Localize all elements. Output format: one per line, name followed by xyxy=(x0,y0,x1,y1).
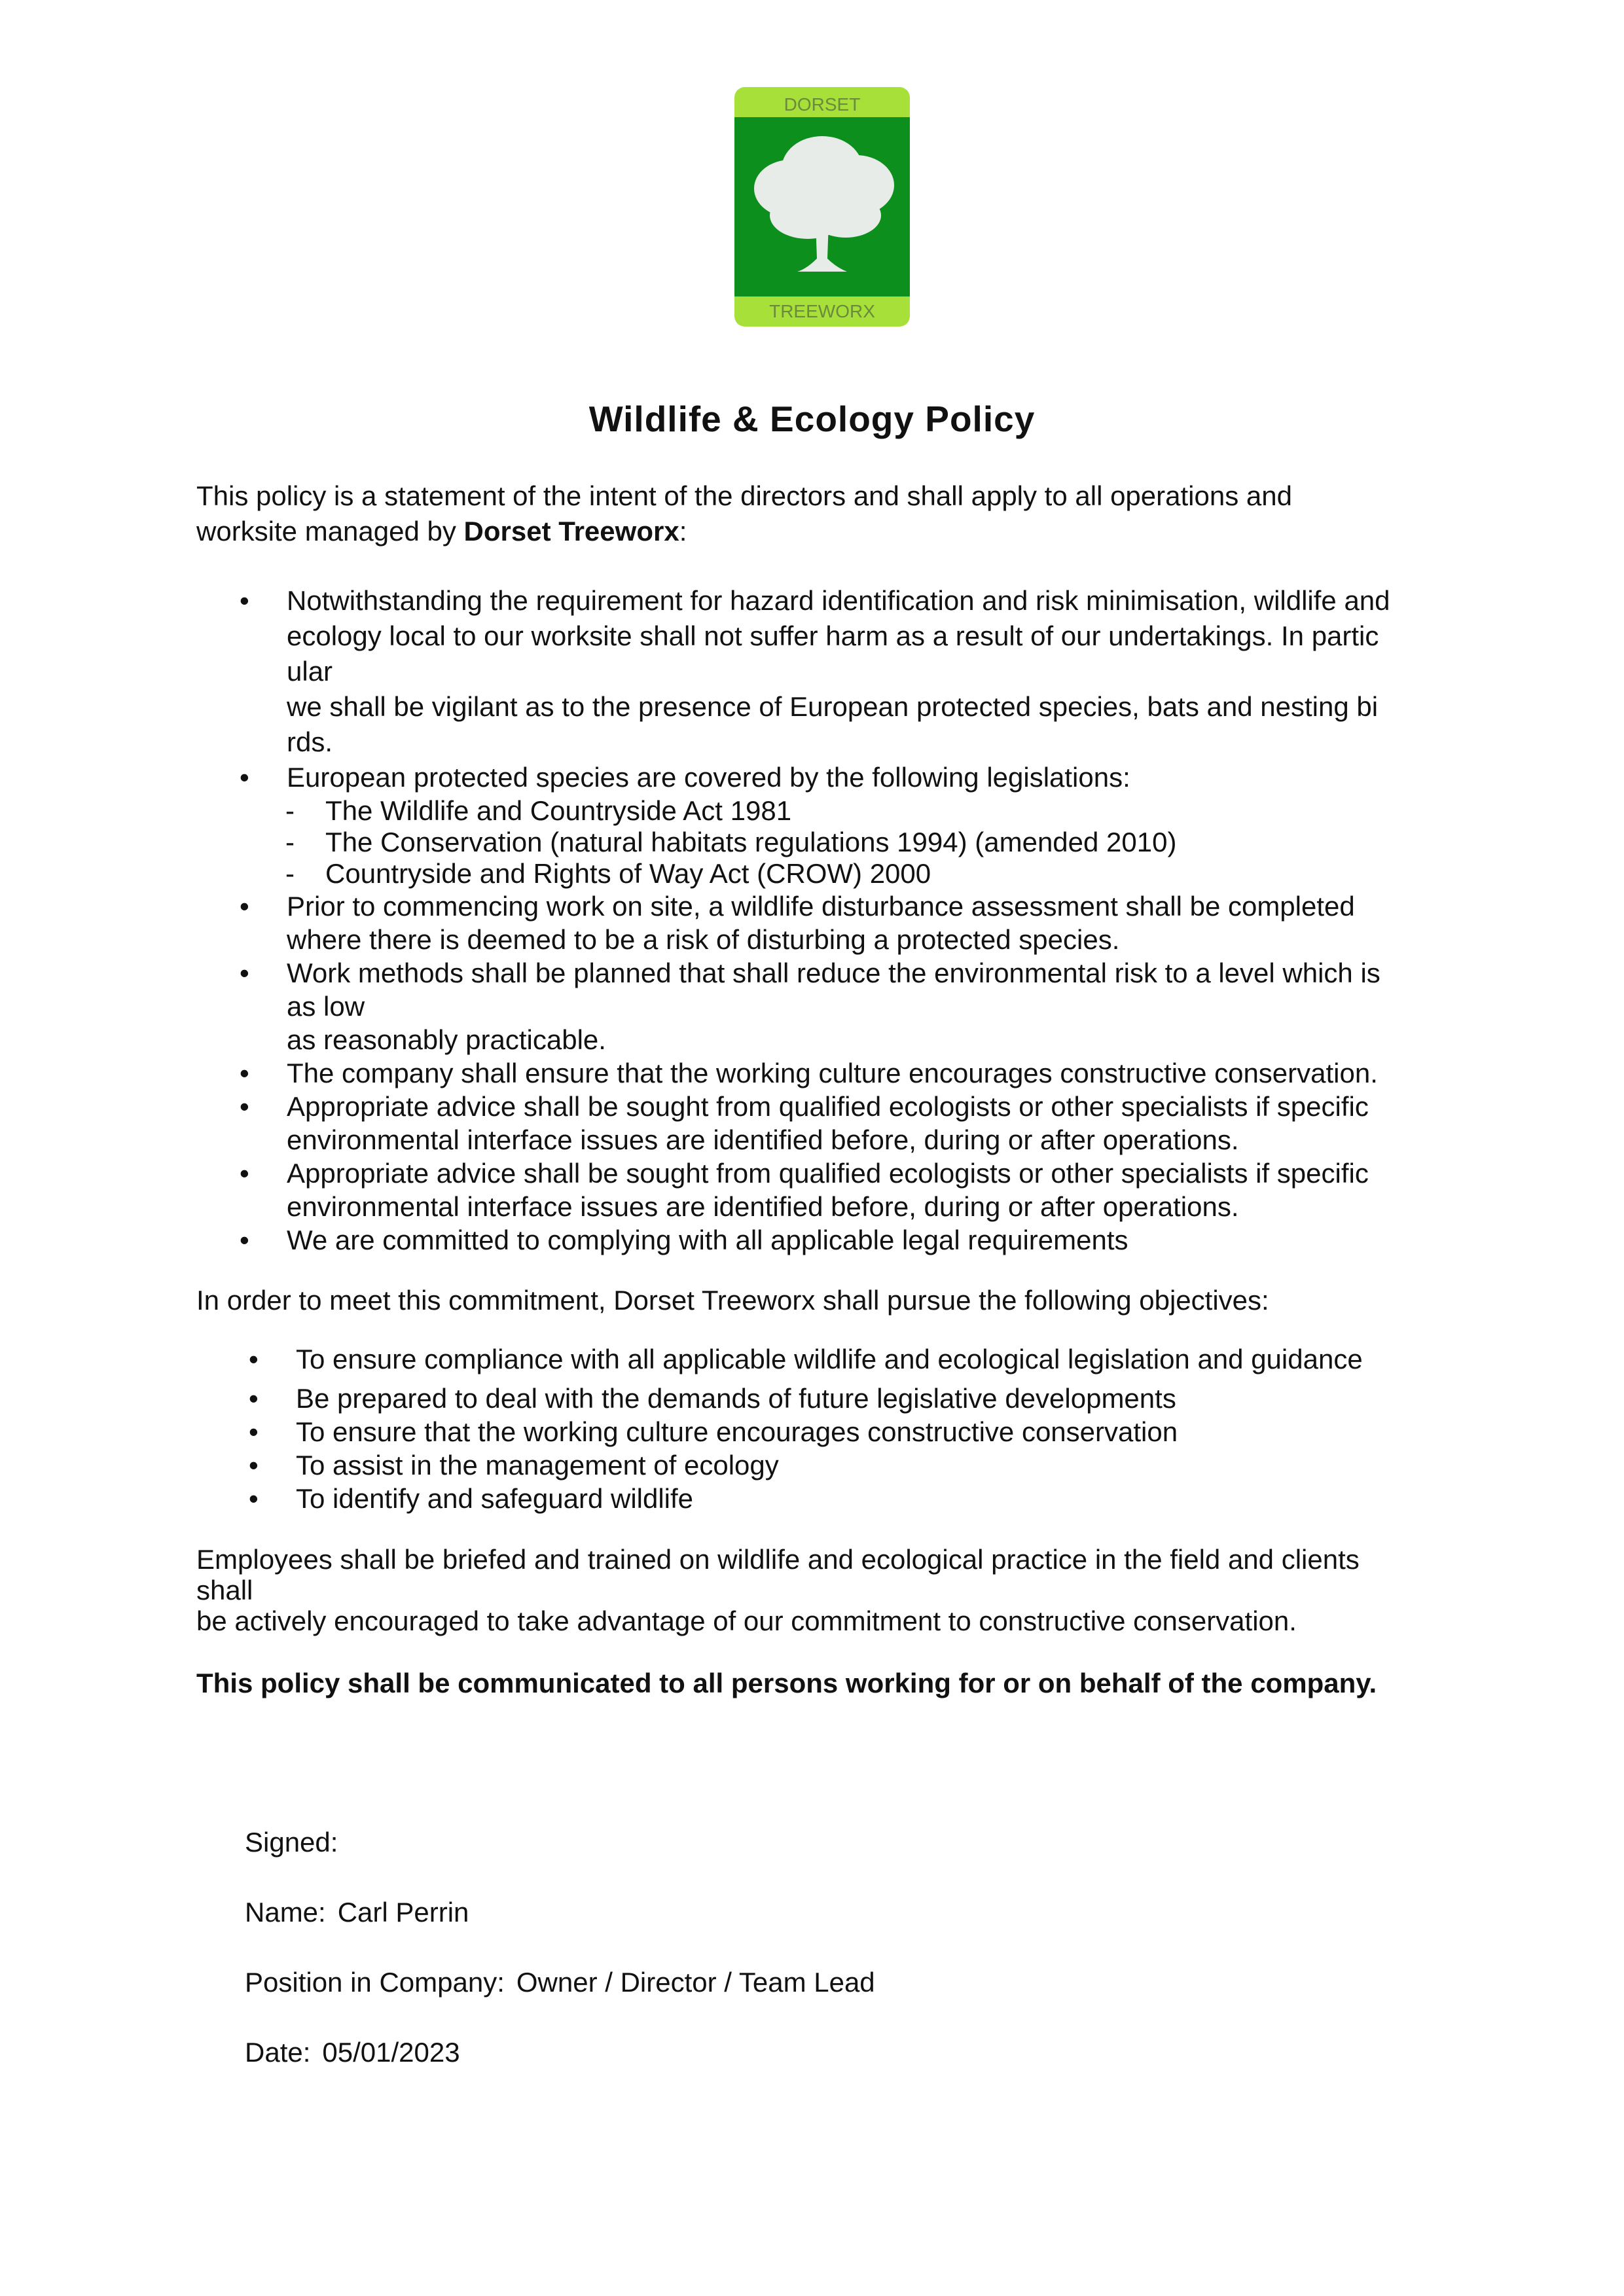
signed-line xyxy=(245,1827,338,1858)
logo-top-text: DORSET xyxy=(784,94,861,115)
objective-item: • To assist in the management of ecology xyxy=(196,1448,1492,1482)
objective-item: • Be prepared to deal with the demands of future legislative developments xyxy=(196,1382,1492,1415)
signed-label: Signed: xyxy=(245,1827,338,1857)
policy-bullet-list xyxy=(196,583,1492,1257)
logo-graphic xyxy=(734,87,910,327)
list-item: • Prior to commencing work on site, a wildlife disturbance assessment shall be completed where there is deemed to be a risk of disturbing a protected species. xyxy=(196,889,1492,956)
intro-paragraph xyxy=(196,478,1466,549)
name-line xyxy=(245,1897,469,1928)
list-item: • European protected species are covered by the following legislations: xyxy=(196,760,1492,795)
list-item: • We are committed to complying with all applicable legal requirements xyxy=(196,1223,1492,1257)
objective-item: • To ensure compliance with all applicable wildlife and ecological legislation and guidance xyxy=(196,1342,1492,1376)
objectives-list xyxy=(196,1342,1492,1515)
position-line xyxy=(245,1967,875,1998)
objective-item: • To identify and safeguard wildlife xyxy=(196,1482,1492,1515)
communication-statement: This policy shall be communicated to all persons working for or on behalf of the company. xyxy=(196,1668,1377,1698)
list-item: • The company shall ensure that the working culture encourages constructive conservation. xyxy=(196,1056,1492,1090)
name-value: Carl Perrin xyxy=(337,1897,469,1928)
page-title: Wildlife & Ecology Policy xyxy=(588,399,1036,439)
logo-bottom-text: TREEWORX xyxy=(769,301,875,321)
list-item: • Appropriate advice shall be sought from qualified ecologists or other specialists if specific environmental interface issues are identified before, during or after operations. xyxy=(196,1090,1492,1157)
legislation-item: - The Conservation (natural habitats regulations 1994) (amended 2010) xyxy=(196,827,1492,858)
objectives-intro: In order to meet this commitment, Dorset Treeworx shall pursue the following objectives: xyxy=(196,1285,1269,1316)
position-value: Owner / Director / Team Lead xyxy=(516,1967,875,1998)
position-label: Position in Company: xyxy=(245,1967,505,1998)
company-name: Dorset Treeworx xyxy=(463,516,679,547)
list-item: • Appropriate advice shall be sought from qualified ecologists or other specialists if specific environmental interface issues are identified before, during or after operations. xyxy=(196,1157,1492,1223)
name-label: Name: xyxy=(245,1897,326,1928)
date-line xyxy=(245,2037,460,2068)
intro-line: This policy is a statement of the intent of the directors and shall apply to all operations and xyxy=(196,480,1292,511)
date-value: 05/01/2023 xyxy=(322,2037,460,2068)
date-label: Date: xyxy=(245,2037,311,2068)
intro-line: worksite managed by Dorset Treeworx: xyxy=(196,516,687,547)
legislation-item: - The Wildlife and Countryside Act 1981 xyxy=(196,795,1492,827)
list-item: • Notwithstanding the requirement for hazard identification and risk minimisation, wildlife and ecology local to our worksite shall not suffer harm as a result of our undertakings. In partic ular we shall be vigilant as to the presence of European protected species, bats and nesting bi rds. xyxy=(196,583,1492,760)
objective-item: • To ensure that the working culture encourages constructive conservation xyxy=(196,1415,1492,1448)
list-item: • Work methods shall be planned that shall reduce the environmental risk to a level which is as low as reasonably practicable. xyxy=(196,956,1492,1056)
legislation-item: - Countryside and Rights of Way Act (CROW) 2000 xyxy=(196,858,1492,889)
employees-paragraph: Employees shall be briefed and trained on wildlife and ecological practice in the field and clients shall be actively encouraged to take advantage of our commitment to constructive conservation. xyxy=(196,1544,1360,1636)
company-logo xyxy=(734,87,910,327)
